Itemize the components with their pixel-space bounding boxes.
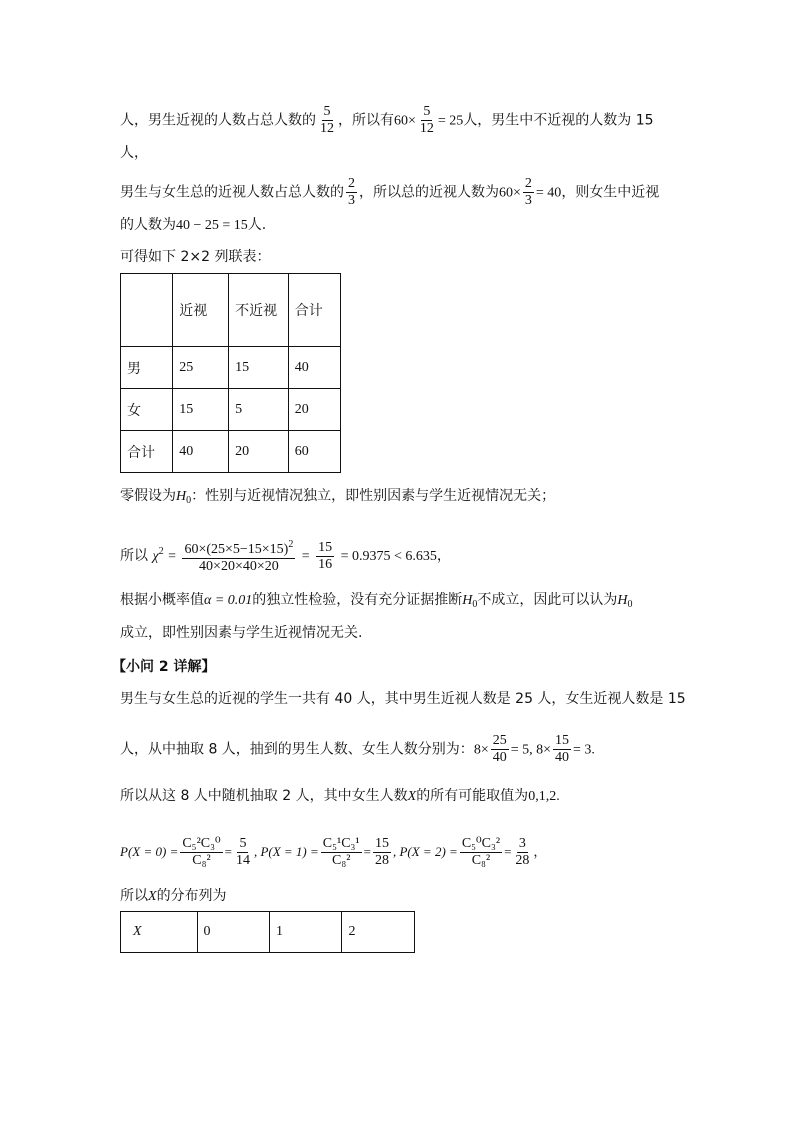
paragraph-1-line-2 xyxy=(120,143,684,163)
numerator: 15 xyxy=(318,539,333,555)
math: , P(X = 2) = xyxy=(392,844,458,859)
denominator: C₈² xyxy=(471,853,491,868)
numerator: 3 xyxy=(518,836,526,851)
fraction xyxy=(523,176,534,209)
paragraph-1-line-1 xyxy=(120,104,684,137)
table-cell: 40 xyxy=(288,347,340,389)
paragraph-2-line-2 xyxy=(120,215,684,236)
text: 人，从中抽取 8 人，抽到的男生人数、女生人数分别为： xyxy=(120,741,474,758)
numerator: 15 xyxy=(374,836,389,851)
denominator: 3 xyxy=(348,193,355,208)
table-cell: 近视 xyxy=(173,274,229,347)
table-cell: 25 xyxy=(173,347,229,389)
math: X xyxy=(148,889,157,904)
math: P(X = 0) = xyxy=(120,844,179,859)
denominator: 40 xyxy=(492,750,507,765)
math: = 40 xyxy=(535,185,562,201)
text: 人. xyxy=(247,217,267,233)
denominator: 3 xyxy=(524,193,532,208)
table-row xyxy=(121,389,341,431)
math: = 3. xyxy=(573,742,595,758)
math: H xyxy=(462,593,473,608)
fraction xyxy=(316,540,334,573)
table-cell: 1 xyxy=(270,912,342,953)
denominator: 16 xyxy=(318,556,333,572)
subscript: 0 xyxy=(186,495,192,506)
subscript: 0 xyxy=(472,599,478,610)
table-cell: 15 xyxy=(173,389,229,431)
math: H xyxy=(176,489,187,504)
chi-square-fraction xyxy=(182,537,295,575)
fraction xyxy=(321,836,362,869)
math: 60× xyxy=(394,113,416,129)
numerator: 5 xyxy=(423,104,431,119)
table-cell: 60 xyxy=(288,431,340,473)
denominator: 14 xyxy=(235,853,250,868)
numerator: 2 xyxy=(348,176,355,191)
numerator-text: 60×(25×5−15×15) xyxy=(184,542,289,557)
table-cell: 合计 xyxy=(288,274,340,347)
text: ，则女生中近视 xyxy=(561,184,660,201)
table-cell xyxy=(121,274,173,347)
table-cell: 合计 xyxy=(121,431,173,473)
math: = 0.9375 < 6.635， xyxy=(340,549,451,564)
numerator: 25 xyxy=(492,733,507,748)
text: 零假设为 xyxy=(120,488,176,504)
math: X xyxy=(407,789,417,804)
conclusion-line-2: 成立，即性别因素与学生近视情况无关. xyxy=(120,625,363,641)
math: = xyxy=(168,549,176,564)
numerator: C₅⁰C₃² xyxy=(461,836,501,851)
math: α = 0.01 xyxy=(204,593,253,608)
table-cell: 20 xyxy=(229,431,289,473)
fraction xyxy=(491,733,509,766)
table-cell: 男 xyxy=(121,347,173,389)
text: 人， xyxy=(120,145,148,161)
numerator: C₅¹C₃¹ xyxy=(322,836,360,851)
paragraph-2-line-1 xyxy=(120,176,684,209)
fraction-5-12 xyxy=(318,104,336,137)
probability-line xyxy=(120,836,684,869)
table-cell: 15 xyxy=(229,347,289,389)
denominator: C₈² xyxy=(331,853,351,868)
table-row xyxy=(121,431,341,473)
text: 不成立，因此可以认为 xyxy=(477,592,618,608)
math: χ xyxy=(152,549,159,564)
subscript: 0 xyxy=(627,599,633,610)
text: 的分布列为 xyxy=(156,888,227,904)
table-cell: X xyxy=(121,912,198,953)
denominator: 40 xyxy=(555,750,570,765)
denominator: 28 xyxy=(515,853,530,868)
distribution-intro xyxy=(120,886,684,907)
numerator: 15 xyxy=(555,733,570,748)
table-header-row xyxy=(121,274,341,347)
null-hypothesis xyxy=(120,486,684,511)
superscript: 2 xyxy=(158,546,164,557)
numerator: 5 xyxy=(239,836,247,851)
fraction xyxy=(513,836,531,869)
table-intro: 可得如下 2×2 列联表： xyxy=(120,249,271,265)
numerator: 5 xyxy=(323,104,331,119)
table-cell: 0 xyxy=(197,912,269,953)
math: = xyxy=(363,844,371,859)
denominator: 12 xyxy=(419,121,434,136)
text: 的人数为 xyxy=(120,217,176,233)
math: H xyxy=(617,593,628,608)
denominator: C₈² xyxy=(192,853,211,868)
fraction xyxy=(234,836,252,869)
chi-square-line xyxy=(120,537,684,575)
fraction xyxy=(180,836,222,869)
denominator: 28 xyxy=(374,853,389,868)
math: 8× xyxy=(473,742,489,758)
math: = 25 xyxy=(437,113,464,129)
fraction xyxy=(373,836,391,869)
fraction xyxy=(460,836,502,869)
table-cell: 不近视 xyxy=(229,274,289,347)
table-row xyxy=(121,912,415,953)
section-heading: 【小问 2 详解】 xyxy=(112,659,216,675)
fraction xyxy=(553,733,571,766)
table-cell: 20 xyxy=(288,389,340,431)
fraction xyxy=(418,104,436,137)
paragraph-8-line-2 xyxy=(120,733,684,766)
text: ，所以有 xyxy=(338,112,394,129)
text: 根据小概率值 xyxy=(120,592,204,608)
text: 的所有可能取值为 xyxy=(416,788,529,804)
distribution-table xyxy=(120,911,415,953)
math: = xyxy=(504,844,512,859)
fraction-2-3 xyxy=(346,176,357,209)
table-cell: 2 xyxy=(342,912,415,953)
text: 人，男生近视的人数占总人数的 xyxy=(120,112,316,129)
numerator xyxy=(182,537,295,559)
math: 60× xyxy=(499,185,521,201)
superscript: 2 xyxy=(288,539,294,550)
text: ：性别与近视情况独立，即性别因素与学生近视情况无关； xyxy=(191,488,556,504)
contingency-table xyxy=(120,273,341,473)
table-cell: 40 xyxy=(173,431,229,473)
math: 0,1,2. xyxy=(528,789,560,804)
text: 所以从这 8 人中随机抽取 2 人，其中女生人数 xyxy=(120,788,408,804)
math: , P(X = 1) = xyxy=(253,844,319,859)
text: 人，男生中不近视的人数为 15 xyxy=(463,112,654,129)
text: 所以 xyxy=(120,888,148,904)
paragraph-9 xyxy=(120,786,684,807)
text: ，所以总的近视人数为 xyxy=(359,184,499,201)
numerator: 2 xyxy=(524,176,532,191)
table-row xyxy=(121,347,341,389)
math: = xyxy=(301,549,310,564)
text: ， xyxy=(533,845,547,860)
text: 男生与女生总的近视人数占总人数的 xyxy=(120,184,344,201)
text: 所以 xyxy=(120,548,148,564)
math: = xyxy=(224,844,232,859)
denominator: 12 xyxy=(320,121,334,136)
numerator: C₅²C₃⁰ xyxy=(182,836,221,851)
math: 40 − 25 = 15 xyxy=(176,218,248,233)
denominator: 40×20×40×20 xyxy=(199,559,279,574)
table-cell: 5 xyxy=(229,389,289,431)
text: 的独立性检验，没有充分证据推断 xyxy=(252,592,463,608)
table-cell: 女 xyxy=(121,389,173,431)
conclusion-line-1 xyxy=(120,590,684,615)
paragraph-8-line-1: 男生与女生总的近视的学生一共有 40 人，其中男生近视人数是 25 人，女生近视人数是 15 xyxy=(120,691,686,707)
math: = 5, 8× xyxy=(510,742,552,758)
